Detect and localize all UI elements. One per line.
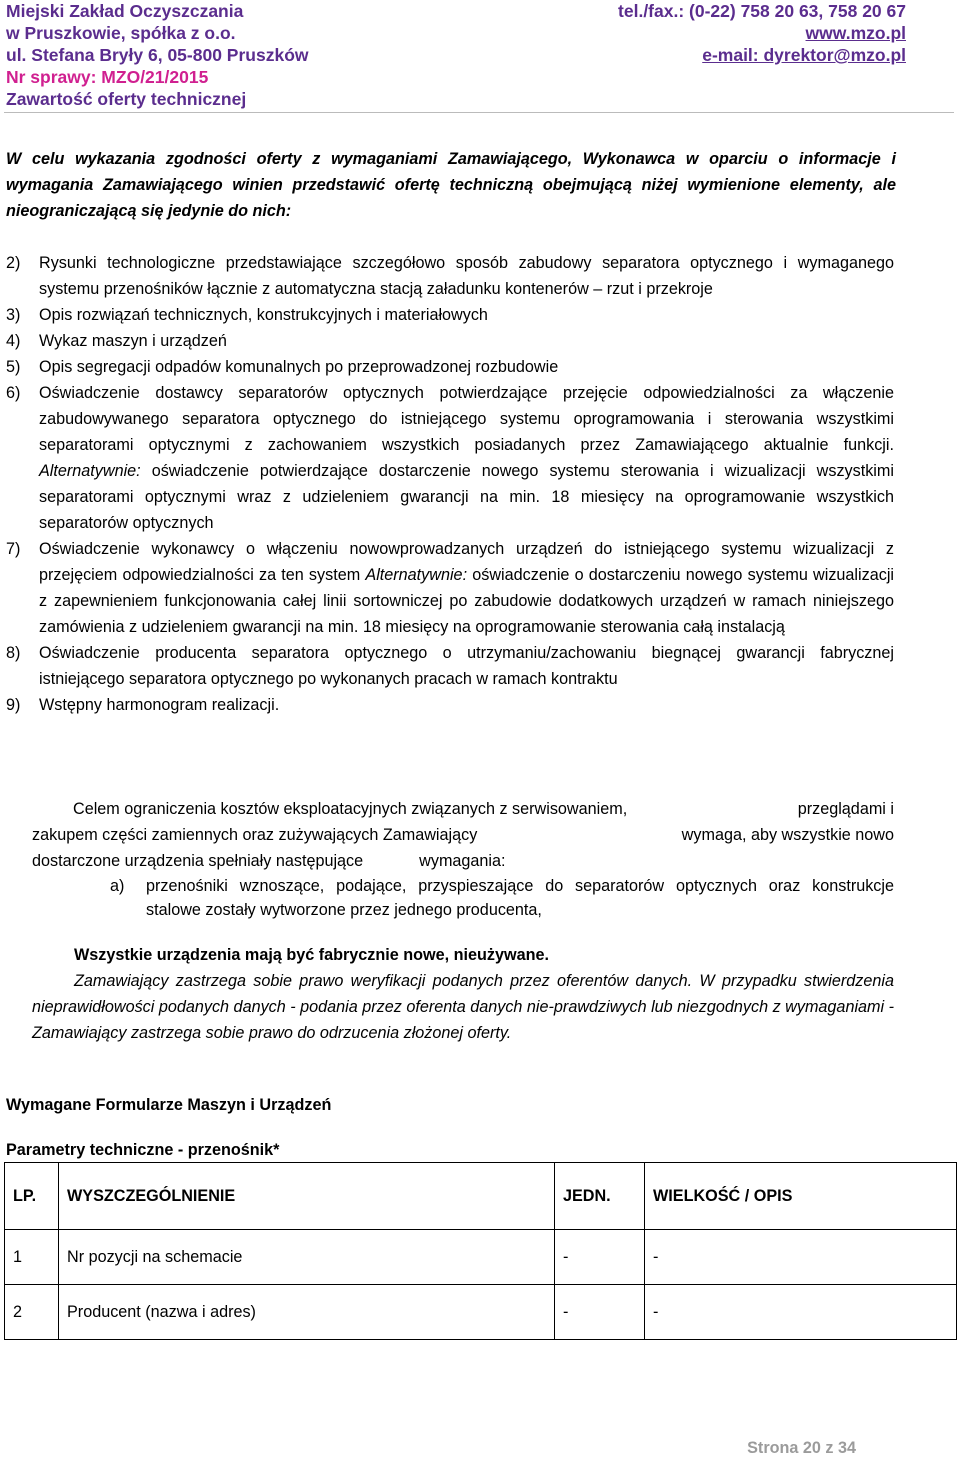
table-row (5, 1230, 957, 1285)
list-item (6, 640, 894, 692)
table-header-row (5, 1163, 957, 1230)
org-location: w Pruszkowie, spółka z o.o. (6, 23, 236, 43)
list-item-text: Opis rozwiązań technicznych, konstrukcyjnych i materiałowych (39, 306, 488, 324)
cost-text: przeglądami i (797, 800, 894, 818)
offer-elements-list (6, 250, 894, 718)
cost-line-1 (32, 796, 894, 822)
list-item-number: 4) (6, 332, 21, 350)
document-title: Zawartość oferty technicznej (6, 89, 247, 109)
list-item-text: Oświadczenie dostawcy separatorów optycznych potwierdzające przejęcie odpowiedzialności za włączenie zabudowywanego separatora optycznego do istniejącego systemu oprogramowania i sterowania wszystkimi separatorami optycznymi z zachowaniem wszystkich posiadanych przez Zamawiającego aktualnie funkcji. (39, 384, 894, 454)
org-address: ul. Stefana Bryły 6, 05-800 Pruszków (6, 45, 309, 65)
table-header-cell: WYSZCZEGÓLNIENIE (59, 1163, 555, 1230)
org-name: Miejski Zakład Oczyszczania (6, 1, 244, 21)
new-devices-note: Wszystkie urządzenia mają być fabrycznie nowe, nieużywane. (74, 946, 549, 964)
list-item (6, 692, 894, 718)
alternative-label: Alternatywnie: (365, 566, 468, 584)
cost-text: Celem ograniczenia kosztów eksploatacyjnych związanych z serwisowaniem, (73, 800, 628, 818)
list-item-number: 2) (6, 254, 21, 272)
verification-text: Zamawiający zastrzega sobie prawo weryfikacji podanych przez oferentów danych. W przypadku stwierdzenia nieprawidłowości podanych danych - podania przez oferenta danych nie-prawdziwych lub niezgodnych z wymaganiami - Zamawiający zastrzega sobie prawo do odrzucenia złożonej oferty. (32, 972, 895, 1042)
verification-note (32, 968, 894, 1046)
table-cell: 1 (5, 1230, 59, 1285)
cost-line-3 (32, 848, 894, 874)
header-row-1 (6, 0, 906, 22)
list-item-text-alt: oświadczenie potwierdzające dostarczenie nowego systemu sterowania i wizualizacji wszystkimi separatorami optycznymi wraz z udzieleniem gwarancji na min. 18 miesięcy na oprogramowanie wszystkich separatorów optycznych (39, 462, 894, 532)
list-item-number: 6) (6, 384, 21, 402)
header-row-3 (6, 44, 906, 66)
list-item-text: Opis segregacji odpadów komunalnych po przeprowadzonej rozbudowie (39, 358, 559, 376)
list-item-number: 7) (6, 540, 21, 558)
list-item (6, 354, 894, 380)
params-title: Parametry techniczne - przenośnik* (6, 1141, 280, 1159)
forms-title: Wymagane Formularze Maszyn i Urządzeń (6, 1096, 332, 1114)
table-cell: - (555, 1285, 645, 1340)
list-item-text: Oświadczenie producenta separatora optycznego o utrzymaniu/zachowaniu biegnącej gwarancji fabrycznej istniejącego separatora optycznego po wykonanych pracach w ramach kontraktu (39, 644, 894, 688)
table-cell: - (555, 1230, 645, 1285)
case-number: Nr sprawy: MZO/21/2015 (6, 67, 209, 87)
list-item-text: Wstępny harmonogram realizacji. (39, 696, 280, 714)
table-row (5, 1285, 957, 1340)
intro-paragraph: W celu wykazania zgodności oferty z wymaganiami Zamawiającego, Wykonawca w oparciu o informacje i wymagania Zamawiającego winien przedstawić ofertę techniczną obejmującą niżej wymienione elementy, ale nieograniczającą się jedynie do nich: (6, 150, 896, 220)
document-header (6, 0, 906, 110)
website-link[interactable]: www.mzo.pl (805, 23, 906, 43)
cost-line-2 (32, 822, 894, 848)
list-item (6, 328, 894, 354)
table-cell: Nr pozycji na schemacie (59, 1230, 555, 1285)
alternative-label: Alternatywnie: (39, 462, 141, 480)
cost-text: zakupem części zamiennych oraz zużywających Zamawiający (32, 826, 478, 844)
cost-text: dostarczone urządzenia spełniały następujące (32, 852, 364, 870)
page-number: Strona 20 z 34 (747, 1439, 856, 1457)
list-item-number: 8) (6, 644, 21, 662)
list-item (6, 536, 894, 640)
list-item-number: 5) (6, 358, 21, 376)
requirement-text: przenośniki wznoszące, podające, przyspieszające do separatorów optycznych oraz konstrukcje stalowe zostały wytworzone przez jednego producenta, (146, 877, 894, 919)
cost-paragraph (32, 796, 894, 874)
parameters-table (4, 1162, 957, 1340)
phone-fax: tel./fax.: (0-22) 758 20 63, 758 20 67 (618, 1, 906, 21)
list-item-text: Oświadczenie wykonawcy o włączeniu nowowprowadzanych urządzeń do istniejącego systemu wizualizacji z przejęciem odpowiedzialności za ten system (39, 540, 894, 584)
list-item-text: Rysunki technologiczne przedstawiające szczegółowo sposób zabudowy separatora optycznego i wymaganego systemu przenośników łącznie z automatyczna stacją załadunku kontenerów – rzut i przekroje (39, 254, 894, 298)
cost-text: wymagania: (419, 852, 506, 870)
list-item (6, 250, 894, 302)
list-item-number: 3) (6, 306, 21, 324)
list-item (6, 302, 894, 328)
requirement-item (110, 874, 894, 922)
header-divider (4, 112, 954, 113)
table-cell: Producent (nazwa i adres) (59, 1285, 555, 1340)
list-item-number: 9) (6, 696, 21, 714)
header-row-2 (6, 22, 906, 44)
list-item-text: Wykaz maszyn i urządzeń (39, 332, 227, 350)
table-cell: 2 (5, 1285, 59, 1340)
email-link[interactable]: e-mail: dyrektor@mzo.pl (702, 45, 906, 65)
table-cell: - (645, 1285, 957, 1340)
requirement-label: a) (110, 877, 125, 895)
list-item (6, 380, 894, 536)
table-header-cell: JEDN. (555, 1163, 645, 1230)
cost-text: wymaga, aby wszystkie nowo (681, 826, 894, 844)
table-header-cell: WIELKOŚĆ / OPIS (645, 1163, 957, 1230)
table-cell: - (645, 1230, 957, 1285)
table-header-cell: LP. (5, 1163, 59, 1230)
list-item-text-alt: oświadczenie o dostarczeniu nowego systemu wizualizacji z zapewnieniem funkcjonowania całej linii sortowniczej po zabudowie dodatkowych urządzeń w ramach niniejszego zamówienia z udzieleniem gwarancji na min. 18 miesięcy na oprogramowanie sterowania całą instalacją (39, 566, 895, 636)
